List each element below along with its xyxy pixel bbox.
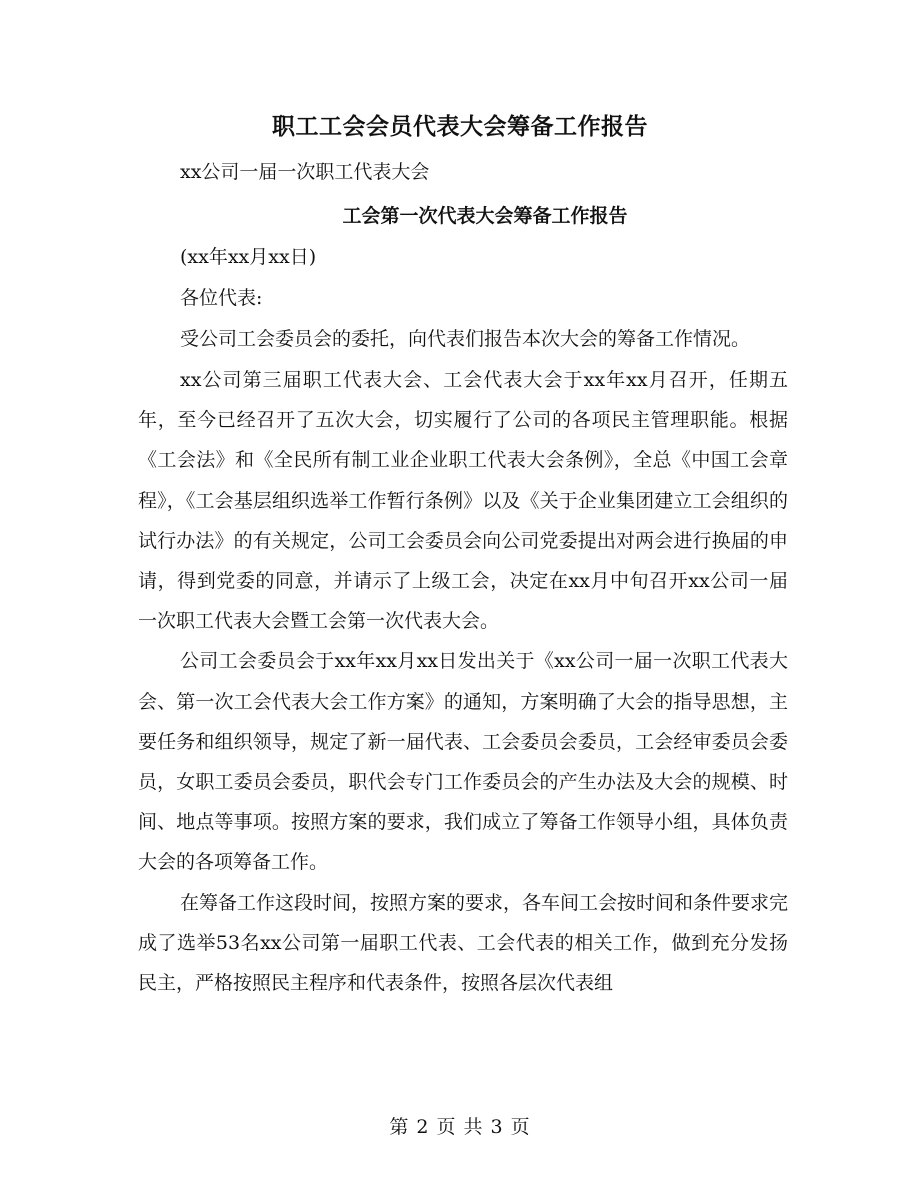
paragraph: 在筹备工作这段时间，按照方案的要求，各车间工会按时间和条件要求完成了选举53名xx公司第一届职工代表、工会代表的相关工作，做到充分发扬民主，严格按照民主程序和代表条件，按照各层次代表组	[138, 891, 789, 995]
report-date: (xx年xx月xx日)	[180, 246, 317, 268]
paragraph: xx公司第三届职工代表大会、工会代表大会于xx年xx月召开，任期五年，至今已经召开了五次大会，切实履行了公司的各项民主管理职能。根据《工会法》和《全民所有制工业企业职工代表大会条例》，全总《中国工会章程》，《工会基层组织选举工作暂行条例》以及《关于企业集团建立工会组织的试行办法》的有关规定，公司工会委员会向公司党委提出对两会进行换届的申请，得到党委的同意，并请示了上级工会，决定在xx月中旬召开xx公司一届一次职工代表大会暨工会第一次代表大会。	[138, 369, 788, 633]
intro-paragraph: 受公司工会委员会的委托，向代表们报告本次大会的筹备工作情况。	[180, 328, 751, 350]
paragraph: 公司工会委员会于xx年xx月xx日发出关于《xx公司一届一次职工代表大会、第一次工会代表大会工作方案》的通知，方案明确了大会的指导思想，主要任务和组织领导，规定了新一届代表、工会委员会委员，工会经审委员会委员，女职工委员会委员，职代会专门工作委员会的产生办法及大会的规模、时间、地点等事项。按照方案的要求，我们成立了筹备工作领导小组，具体负责大会的各项筹备工作。	[138, 650, 788, 874]
page-indicator: 第 2 页 共 3 页	[389, 1116, 531, 1138]
meeting-name: xx公司一届一次职工代表大会	[180, 161, 430, 183]
report-body	[138, 360, 788, 1003]
report-subtitle: 工会第一次代表大会筹备工作报告	[342, 205, 628, 227]
greeting: 各位代表:	[180, 287, 263, 309]
document-title: 职工工会会员代表大会筹备工作报告	[272, 113, 648, 140]
